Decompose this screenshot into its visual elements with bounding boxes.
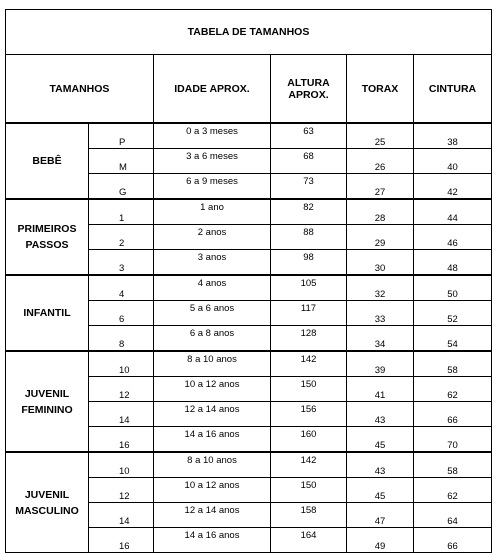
age-cell: 14 a 16 anos xyxy=(154,528,271,553)
height-cell: 160 xyxy=(271,427,347,453)
size-cell: 16 xyxy=(89,427,154,453)
cintura-cell: 48 xyxy=(414,250,492,276)
age-cell: 10 a 12 anos xyxy=(154,478,271,503)
group-label-line: FEMININO xyxy=(21,403,73,416)
age-cell: 12 a 14 anos xyxy=(154,503,271,528)
size-cell: 12 xyxy=(89,377,154,402)
age-cell: 6 a 9 meses xyxy=(154,174,271,200)
table-row xyxy=(6,275,492,301)
size-table xyxy=(5,9,492,553)
size-cell: 6 xyxy=(89,301,154,326)
height-cell: 98 xyxy=(271,250,347,276)
age-cell: 8 a 10 anos xyxy=(154,452,271,478)
age-cell: 0 a 3 meses xyxy=(154,123,271,149)
cintura-cell: 42 xyxy=(414,174,492,200)
cintura-cell: 58 xyxy=(414,452,492,478)
torax-cell: 26 xyxy=(347,149,414,174)
header-torax: TORAX xyxy=(347,55,414,124)
cintura-cell: 50 xyxy=(414,275,492,301)
size-cell: 14 xyxy=(89,402,154,427)
height-cell: 105 xyxy=(271,275,347,301)
height-cell: 164 xyxy=(271,528,347,553)
header-idade: IDADE APROX. xyxy=(154,55,271,124)
height-cell: 150 xyxy=(271,478,347,503)
age-cell: 8 a 10 anos xyxy=(154,351,271,377)
cintura-cell: 58 xyxy=(414,351,492,377)
torax-cell: 45 xyxy=(347,478,414,503)
height-cell: 63 xyxy=(271,123,347,149)
torax-cell: 41 xyxy=(347,377,414,402)
torax-cell: 43 xyxy=(347,452,414,478)
group-label-line: INFANTIL xyxy=(23,307,71,319)
height-cell: 73 xyxy=(271,174,347,200)
cintura-cell: 44 xyxy=(414,199,492,225)
age-cell: 6 a 8 anos xyxy=(154,326,271,352)
group-label-juvenil-masculino xyxy=(6,452,89,553)
cintura-cell: 70 xyxy=(414,427,492,453)
torax-cell: 29 xyxy=(347,225,414,250)
header-altura-line2: APROX. xyxy=(288,88,329,101)
size-cell: 2 xyxy=(89,225,154,250)
size-cell: 3 xyxy=(89,250,154,276)
group-label-line: MASCULINO xyxy=(15,504,79,517)
size-cell: 10 xyxy=(89,351,154,377)
height-cell: 142 xyxy=(271,452,347,478)
group-label-line: JUVENIL xyxy=(24,387,70,400)
size-table-container xyxy=(5,9,492,553)
header-altura-line1: ALTURA xyxy=(287,76,330,89)
group-label-primeiros-passos xyxy=(6,199,89,275)
age-cell: 5 a 6 anos xyxy=(154,301,271,326)
height-cell: 156 xyxy=(271,402,347,427)
cintura-cell: 64 xyxy=(414,503,492,528)
size-cell: 12 xyxy=(89,478,154,503)
cintura-cell: 38 xyxy=(414,123,492,149)
age-cell: 14 a 16 anos xyxy=(154,427,271,453)
cintura-cell: 62 xyxy=(414,377,492,402)
age-cell: 3 a 6 meses xyxy=(154,149,271,174)
age-cell: 1 ano xyxy=(154,199,271,225)
height-cell: 68 xyxy=(271,149,347,174)
torax-cell: 30 xyxy=(347,250,414,276)
table-row xyxy=(6,123,492,149)
cintura-cell: 46 xyxy=(414,225,492,250)
table-row xyxy=(6,351,492,377)
height-cell: 117 xyxy=(271,301,347,326)
size-cell: 16 xyxy=(89,528,154,553)
age-cell: 4 anos xyxy=(154,275,271,301)
height-cell: 150 xyxy=(271,377,347,402)
group-label-infantil xyxy=(6,275,89,351)
group-label-juvenil-feminino xyxy=(6,351,89,452)
size-cell: M xyxy=(89,149,154,174)
height-cell: 142 xyxy=(271,351,347,377)
size-cell: 10 xyxy=(89,452,154,478)
group-label-line: JUVENIL xyxy=(24,488,70,501)
torax-cell: 43 xyxy=(347,402,414,427)
height-cell: 158 xyxy=(271,503,347,528)
height-cell: 88 xyxy=(271,225,347,250)
group-label-line: BEBÊ xyxy=(32,155,62,167)
cintura-cell: 66 xyxy=(414,402,492,427)
table-row xyxy=(6,452,492,478)
age-cell: 2 anos xyxy=(154,225,271,250)
header-tamanhos: TAMANHOS xyxy=(6,55,154,124)
height-cell: 128 xyxy=(271,326,347,352)
group-label-bebe xyxy=(6,123,89,199)
group-label-line: PASSOS xyxy=(25,239,69,251)
table-row xyxy=(6,199,492,225)
torax-cell: 25 xyxy=(347,123,414,149)
age-cell: 12 a 14 anos xyxy=(154,402,271,427)
size-cell: 1 xyxy=(89,199,154,225)
cintura-cell: 66 xyxy=(414,528,492,553)
torax-cell: 45 xyxy=(347,427,414,453)
cintura-cell: 40 xyxy=(414,149,492,174)
group-label-line: PRIMEIROS xyxy=(17,223,77,235)
torax-cell: 39 xyxy=(347,351,414,377)
cintura-cell: 54 xyxy=(414,326,492,352)
size-cell: 4 xyxy=(89,275,154,301)
size-cell: 14 xyxy=(89,503,154,528)
header-cintura: CINTURA xyxy=(414,55,492,124)
cintura-cell: 52 xyxy=(414,301,492,326)
cintura-cell: 62 xyxy=(414,478,492,503)
torax-cell: 28 xyxy=(347,199,414,225)
torax-cell: 47 xyxy=(347,503,414,528)
header-altura xyxy=(271,55,347,124)
age-cell: 10 a 12 anos xyxy=(154,377,271,402)
age-cell: 3 anos xyxy=(154,250,271,276)
torax-cell: 32 xyxy=(347,275,414,301)
size-cell: P xyxy=(89,123,154,149)
size-cell: 8 xyxy=(89,326,154,352)
torax-cell: 49 xyxy=(347,528,414,553)
size-cell: G xyxy=(89,174,154,200)
table-body xyxy=(6,123,492,553)
torax-cell: 27 xyxy=(347,174,414,200)
torax-cell: 33 xyxy=(347,301,414,326)
table-title: TABELA DE TAMANHOS xyxy=(6,10,492,55)
height-cell: 82 xyxy=(271,199,347,225)
torax-cell: 34 xyxy=(347,326,414,352)
